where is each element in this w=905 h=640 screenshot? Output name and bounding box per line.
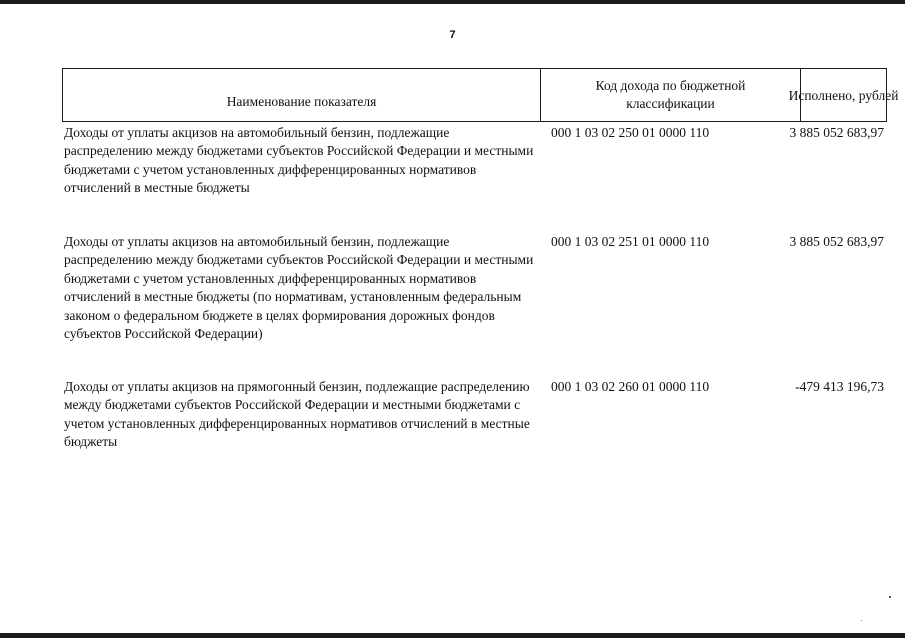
scan-bottom-border (0, 633, 905, 638)
row-amount: -479 413 196,73 (795, 379, 884, 394)
row-name: Доходы от уплаты акцизов на прямогонный бензин, подлежащие распределению между бюджетами субъектов Российской Федерации и местными бюджетами с учетом установленных дифференцированных нормативов отчислений в местные бюджеты (64, 379, 530, 450)
scan-speck (889, 596, 891, 598)
row-code: 000 1 03 02 260 01 0000 110 (551, 379, 710, 394)
row-code: 000 1 03 02 251 01 0000 110 (551, 234, 710, 249)
header-code-column: Код дохода по бюджетной классификации (541, 69, 801, 121)
scan-top-border (0, 0, 905, 4)
header-name-column: Наименование показателя (63, 69, 541, 121)
row-name: Доходы от уплаты акцизов на автомобильный бензин, подлежащие распределению между бюджетами субъектов Российской Федерации и местными бюджетами с учетом установленных дифференцированных нормативов отчислений в местные бюджеты (64, 125, 534, 196)
row-code: 000 1 03 02 250 01 0000 110 (551, 125, 710, 140)
table-header (62, 68, 899, 122)
page-number: 7 (449, 29, 456, 41)
scan-speck (861, 620, 862, 621)
header-amount-column: Исполнено, рублей (788, 88, 899, 103)
row-amount: 3 885 052 683,97 (789, 125, 884, 140)
row-name: Доходы от уплаты акцизов на автомобильный бензин, подлежащие распределению между бюджетами субъектов Российской Федерации и местными бюджетами с учетом установленных дифференцированных нормативов отчислений в местные бюджеты (по нормативам, установленным федеральным законом о федеральном бюджете в целях формирования дорожных фондов субъектов Российской Федерации) (64, 234, 534, 342)
row-amount: 3 885 052 683,97 (789, 234, 884, 249)
